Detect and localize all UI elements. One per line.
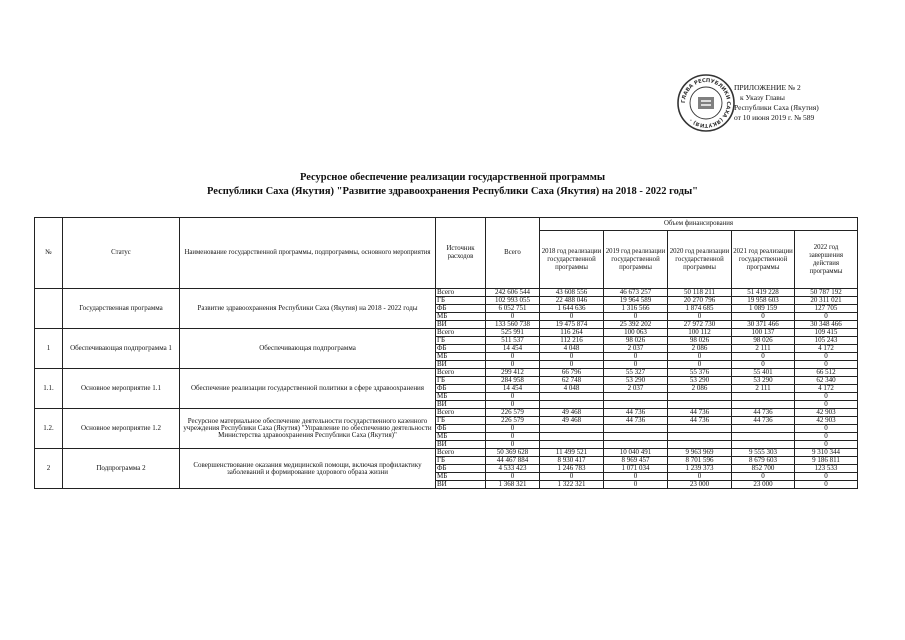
value-cell: 19 964 589 [604, 297, 668, 305]
value-cell: 8 701 596 [668, 457, 732, 465]
value-cell: 44 736 [732, 417, 795, 425]
value-cell: 2 037 [604, 345, 668, 353]
row-number: 2 [35, 449, 63, 489]
value-cell: 0 [732, 473, 795, 481]
value-cell: 0 [732, 313, 795, 321]
value-cell: 98 026 [604, 337, 668, 345]
source-cell: ГБ [436, 297, 486, 305]
value-cell: 0 [540, 361, 604, 369]
value-cell: 4 172 [795, 385, 858, 393]
value-cell: 2 086 [668, 345, 732, 353]
value-cell: 55 376 [668, 369, 732, 377]
value-cell: 0 [795, 393, 858, 401]
value-cell: 0 [668, 353, 732, 361]
value-cell: 0 [604, 353, 668, 361]
source-cell: ФБ [436, 385, 486, 393]
value-cell: 14 454 [486, 345, 540, 353]
row-number: 1.2. [35, 409, 63, 449]
value-cell: 0 [795, 481, 858, 489]
value-cell: 2 086 [668, 385, 732, 393]
header-2021: 2021 год реализации государственной программы [732, 231, 795, 289]
value-cell: 55 327 [604, 369, 668, 377]
table-row [35, 289, 858, 297]
value-cell: 98 026 [668, 337, 732, 345]
value-cell: 0 [540, 473, 604, 481]
value-cell: 0 [604, 473, 668, 481]
header-name: Наименование государственной программы, подпрограммы, основного мероприятия [180, 218, 436, 289]
source-cell: ГБ [436, 377, 486, 385]
value-cell: 242 606 544 [486, 289, 540, 297]
row-name: Совершенствование оказания медицинской помощи, включая профилактику заболеваний и формирование здорового образа жизни [180, 449, 436, 489]
value-cell: 62 340 [795, 377, 858, 385]
header-2018: 2018 год реализации государственной программы [540, 231, 604, 289]
header-2022: 2022 год завершения действия программы [795, 231, 858, 289]
value-cell: 14 454 [486, 385, 540, 393]
value-cell: 19 958 603 [732, 297, 795, 305]
value-cell: 0 [795, 433, 858, 441]
value-cell: 2 111 [732, 345, 795, 353]
title-line-2: Республики Саха (Якутия) "Развитие здравоохранения Республики Саха (Якутия) на 2018 - 2022 годы" [207, 186, 698, 197]
value-cell: 46 673 257 [604, 289, 668, 297]
value-cell: 8 930 417 [540, 457, 604, 465]
value-cell: 0 [795, 313, 858, 321]
value-cell [604, 425, 668, 433]
value-cell: 0 [795, 401, 858, 409]
value-cell: 1 644 636 [540, 305, 604, 313]
source-cell: Всего [436, 329, 486, 337]
source-cell: ГБ [436, 417, 486, 425]
value-cell: 25 392 202 [604, 321, 668, 329]
value-cell: 10 040 491 [604, 449, 668, 457]
source-cell: ФБ [436, 425, 486, 433]
value-cell: 44 736 [668, 417, 732, 425]
value-cell: 43 608 556 [540, 289, 604, 297]
value-cell: 30 348 466 [795, 321, 858, 329]
value-cell: 44 736 [732, 409, 795, 417]
row-name: Развитие здравоохранения Республики Саха (Якутия) на 2018 - 2022 годы [180, 289, 436, 329]
source-cell: ВИ [436, 361, 486, 369]
value-cell [604, 393, 668, 401]
value-cell: 9 963 969 [668, 449, 732, 457]
value-cell: 100 063 [604, 329, 668, 337]
header-2019: 2019 год реализации государственной программы [604, 231, 668, 289]
value-cell: 27 972 730 [668, 321, 732, 329]
source-cell: ФБ [436, 305, 486, 313]
value-cell: 0 [604, 481, 668, 489]
value-cell: 50 118 211 [668, 289, 732, 297]
value-cell: 1 874 685 [668, 305, 732, 313]
table-row [35, 449, 858, 457]
appendix-republic: Республики Саха (Якутия) [734, 103, 819, 112]
value-cell: 4 533 423 [486, 465, 540, 473]
value-cell: 0 [540, 313, 604, 321]
value-cell: 102 993 055 [486, 297, 540, 305]
source-cell: МБ [436, 473, 486, 481]
value-cell: 8 969 457 [604, 457, 668, 465]
row-status: Подпрограмма 2 [63, 449, 180, 489]
value-cell: 0 [486, 313, 540, 321]
value-cell: 9 186 811 [795, 457, 858, 465]
value-cell: 112 216 [540, 337, 604, 345]
source-cell: Всего [436, 369, 486, 377]
document-title [0, 171, 905, 199]
source-cell: МБ [436, 313, 486, 321]
value-cell: 133 560 738 [486, 321, 540, 329]
value-cell [604, 433, 668, 441]
value-cell: 0 [486, 401, 540, 409]
appendix-date: от 10 июня 2019 г. № 589 [734, 113, 815, 122]
header-num: № [35, 218, 63, 289]
source-cell: МБ [436, 353, 486, 361]
value-cell [540, 393, 604, 401]
value-cell: 50 369 628 [486, 449, 540, 457]
value-cell: 1 316 566 [604, 305, 668, 313]
header-status: Статус [63, 218, 180, 289]
row-status: Государственная программа [63, 289, 180, 329]
source-cell: ГБ [436, 337, 486, 345]
value-cell: 116 264 [540, 329, 604, 337]
source-cell: МБ [436, 393, 486, 401]
row-status: Обеспечивающая подпрограмма 1 [63, 329, 180, 369]
value-cell: 49 468 [540, 417, 604, 425]
value-cell: 44 736 [604, 417, 668, 425]
source-cell: ФБ [436, 345, 486, 353]
value-cell: 66 796 [540, 369, 604, 377]
value-cell: 30 371 466 [732, 321, 795, 329]
value-cell: 1 246 783 [540, 465, 604, 473]
value-cell: 0 [668, 313, 732, 321]
value-cell: 2 111 [732, 385, 795, 393]
value-cell: 1 322 321 [540, 481, 604, 489]
value-cell: 511 537 [486, 337, 540, 345]
value-cell: 11 499 521 [540, 449, 604, 457]
value-cell: 0 [604, 361, 668, 369]
value-cell: 0 [486, 441, 540, 449]
value-cell: 0 [486, 361, 540, 369]
value-cell: 44 467 884 [486, 457, 540, 465]
row-number: 1.1. [35, 369, 63, 409]
table-row [35, 369, 858, 377]
table-row [35, 409, 858, 417]
value-cell: 284 958 [486, 377, 540, 385]
value-cell: 127 705 [795, 305, 858, 313]
value-cell [668, 433, 732, 441]
value-cell: 44 736 [668, 409, 732, 417]
value-cell [668, 425, 732, 433]
value-cell: 0 [795, 361, 858, 369]
source-cell: Всего [436, 449, 486, 457]
value-cell: 105 243 [795, 337, 858, 345]
value-cell: 51 419 228 [732, 289, 795, 297]
value-cell: 0 [604, 313, 668, 321]
source-cell: ГБ [436, 457, 486, 465]
value-cell: 53 290 [732, 377, 795, 385]
appendix-label: ПРИЛОЖЕНИЕ № 2 [734, 83, 801, 92]
value-cell: 44 736 [604, 409, 668, 417]
svg-text:ГЛАВА РЕСПУБЛИКИ САХА (ЯКУТИЯ): ГЛАВА РЕСПУБЛИКИ САХА (ЯКУТИЯ) · [680, 77, 732, 129]
value-cell: 55 401 [732, 369, 795, 377]
value-cell: 852 700 [732, 465, 795, 473]
value-cell [540, 433, 604, 441]
value-cell: 62 748 [540, 377, 604, 385]
appendix-decree: к Указу Главы [740, 93, 785, 102]
value-cell [732, 393, 795, 401]
value-cell: 4 172 [795, 345, 858, 353]
row-number: 1 [35, 329, 63, 369]
value-cell: 0 [795, 353, 858, 361]
value-cell: 0 [732, 353, 795, 361]
value-cell: 4 048 [540, 345, 604, 353]
value-cell: 0 [540, 353, 604, 361]
value-cell: 42 903 [795, 409, 858, 417]
value-cell: 1 089 159 [732, 305, 795, 313]
value-cell: 9 310 344 [795, 449, 858, 457]
source-cell: Всего [436, 409, 486, 417]
value-cell [732, 425, 795, 433]
title-line-1: Ресурсное обеспечение реализации государственной программы [299, 172, 606, 183]
value-cell: 226 579 [486, 417, 540, 425]
value-cell: 0 [486, 473, 540, 481]
row-name: Обеспечение реализации государственной политики в сфере здравоохранения [180, 369, 436, 409]
value-cell: 1 368 321 [486, 481, 540, 489]
value-cell: 49 468 [540, 409, 604, 417]
value-cell: 23 000 [732, 481, 795, 489]
value-cell: 50 787 192 [795, 289, 858, 297]
funding-table [34, 217, 858, 489]
source-cell: ВИ [436, 321, 486, 329]
value-cell: 0 [795, 441, 858, 449]
value-cell: 0 [486, 353, 540, 361]
header-source: Источник расходов [436, 218, 486, 289]
value-cell: 53 290 [668, 377, 732, 385]
value-cell [668, 393, 732, 401]
value-cell: 123 533 [795, 465, 858, 473]
value-cell: 0 [732, 361, 795, 369]
row-name: Обеспечивающая подпрограмма [180, 329, 436, 369]
row-number [35, 289, 63, 329]
table-row [35, 329, 858, 337]
value-cell: 1 071 034 [604, 465, 668, 473]
row-name: Ресурсное материальное обеспечение деятельности государственного казенного учреждения Республики Саха (Якутия) "Управление по обеспечению деятельности Министерства здравоохранения Республики Саха (Якутия)" [180, 409, 436, 449]
value-cell: 4 048 [540, 385, 604, 393]
value-cell [540, 425, 604, 433]
source-cell: ВИ [436, 401, 486, 409]
value-cell: 226 579 [486, 409, 540, 417]
appendix-header [734, 83, 819, 123]
official-seal-stamp [676, 73, 736, 133]
value-cell: 525 991 [486, 329, 540, 337]
value-cell: 0 [795, 473, 858, 481]
value-cell: 9 555 303 [732, 449, 795, 457]
value-cell: 1 239 373 [668, 465, 732, 473]
value-cell: 0 [668, 473, 732, 481]
value-cell: 19 475 874 [540, 321, 604, 329]
source-cell: ВИ [436, 441, 486, 449]
value-cell: 8 679 603 [732, 457, 795, 465]
row-status: Основное мероприятие 1.1 [63, 369, 180, 409]
value-cell: 100 112 [668, 329, 732, 337]
header-total: Всего [486, 218, 540, 289]
value-cell: 20 311 021 [795, 297, 858, 305]
source-cell: МБ [436, 433, 486, 441]
value-cell: 0 [668, 361, 732, 369]
value-cell [732, 433, 795, 441]
value-cell: 109 415 [795, 329, 858, 337]
value-cell: 42 903 [795, 417, 858, 425]
source-cell: ФБ [436, 465, 486, 473]
value-cell: 299 412 [486, 369, 540, 377]
value-cell: 98 026 [732, 337, 795, 345]
funding-table-body [35, 289, 858, 489]
value-cell: 22 488 046 [540, 297, 604, 305]
source-cell: Всего [436, 289, 486, 297]
value-cell: 66 512 [795, 369, 858, 377]
value-cell: 2 037 [604, 385, 668, 393]
value-cell: 6 052 751 [486, 305, 540, 313]
source-cell: ВИ [436, 481, 486, 489]
row-status: Основное мероприятие 1.2 [63, 409, 180, 449]
value-cell: 0 [486, 433, 540, 441]
header-2020: 2020 год реализации государственной программы [668, 231, 732, 289]
value-cell: 100 137 [732, 329, 795, 337]
value-cell: 0 [486, 425, 540, 433]
value-cell: 0 [795, 425, 858, 433]
value-cell: 0 [486, 393, 540, 401]
value-cell: 20 270 796 [668, 297, 732, 305]
value-cell: 23 000 [668, 481, 732, 489]
value-cell: 53 290 [604, 377, 668, 385]
header-volume: Объем финансирования [540, 218, 858, 231]
